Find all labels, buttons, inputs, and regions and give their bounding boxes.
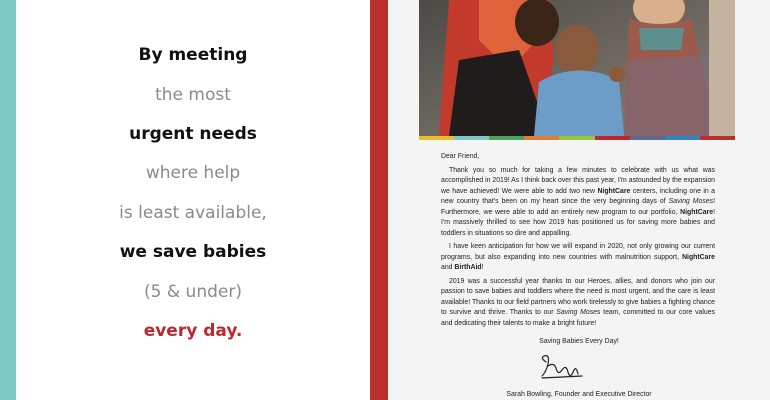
text-run: Thank you so much for taking a few minutes to celebrate with us what was accomplished in 2019! As I think back over this past year, I'm astounded by the expansion we have achieved! We were able to add two new (441, 166, 715, 195)
text-run: 2019 was a successful year thanks to our Heroes, allies, and donors who join our passion to save babies and toddlers where the need is most urgent, and the care is least available! Thanks to our field partners who work tirelessly to give babies a fighting chance to survive and thrive. Thanks to our (441, 277, 715, 316)
letter-paragraph-2 (441, 242, 715, 274)
program-name: NightCare (597, 187, 631, 195)
text-run: team, committed to our core values and dedicating their talents to make a bright future! (441, 309, 715, 327)
mission-panel (16, 0, 370, 400)
text-run: centers, including one in a new country that's been on my heart since the very beginning days of (441, 187, 715, 205)
mission-line-7: (5 & under) (144, 282, 242, 302)
mission-line-1: By meeting (138, 45, 248, 65)
teal-side-strip (0, 0, 16, 400)
text-run: ! Furthermore, we were able to add an entirely new program to our portfolio, (441, 198, 716, 216)
letter-salutation: Dear Friend, (441, 153, 480, 160)
stripe-segment (595, 136, 630, 140)
letter-signer: Sarah Bowling, Founder and Executive Director (506, 391, 652, 398)
org-name: Saving Moses (556, 309, 601, 316)
photo-illustration (419, 0, 735, 136)
stripe-segment (700, 136, 735, 140)
mission-line-4: where help (145, 163, 241, 183)
text-run: ! I'm massively thrilled to see how 2019 has positioned us for saving more babies and toddlers in situations so dire and appalling. (441, 208, 715, 237)
letter-paragraph-1 (441, 166, 715, 240)
letter-paragraph-3 (441, 277, 715, 330)
stripe-segment (630, 136, 665, 140)
red-divider-strip (370, 0, 388, 400)
mission-line-8: every day. (143, 321, 243, 341)
letter-panel (388, 0, 770, 400)
color-stripe-bar (419, 136, 735, 140)
stripe-segment (419, 136, 454, 140)
mission-line-5: is least available, (119, 203, 267, 223)
stripe-segment (454, 136, 489, 140)
program-name: NightCare (680, 208, 714, 216)
stripe-segment (524, 136, 559, 140)
stripe-segment (665, 136, 700, 140)
mission-line-6: we save babies (119, 242, 267, 262)
program-name: NightCare (682, 253, 715, 261)
stripe-segment (559, 136, 594, 140)
program-name: BirthAid (454, 264, 482, 271)
org-name: Saving Moses (668, 198, 714, 205)
letter-signoff: Saving Babies Every Day! (539, 338, 619, 345)
mission-line-3: urgent needs (129, 124, 257, 144)
mother-and-baby-photo (419, 0, 735, 136)
mission-line-2: the most (155, 85, 231, 105)
stripe-segment (489, 136, 524, 140)
letter-body (441, 152, 715, 332)
handwritten-signature (538, 354, 588, 384)
text-run: I have keen anticipation for how we will expand in 2020, not only growing our current programs, but also expanding into new countries with malnutrition support, (441, 243, 715, 261)
text-run: and (441, 264, 455, 271)
text-run: ! (481, 264, 484, 271)
